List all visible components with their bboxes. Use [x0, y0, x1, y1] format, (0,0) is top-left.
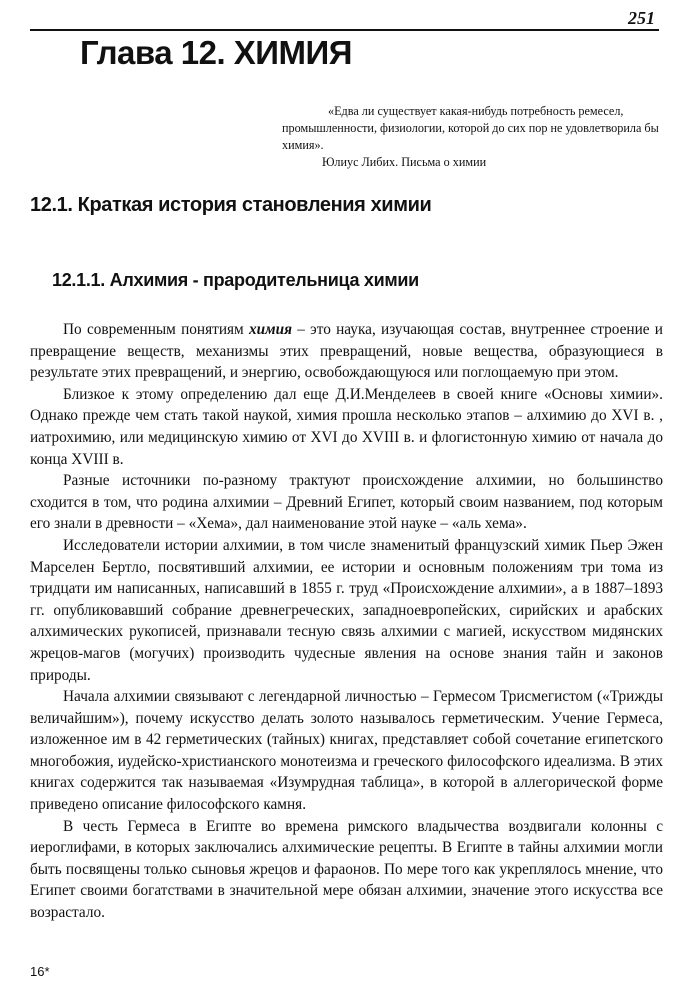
paragraph-1-start: По современным понятиям: [63, 321, 249, 338]
epigraph-quote: «Едва ли существует какая-нибудь потребность ремесел, промышленности, физиологии, которой до сих пор не удовлетворила бы химия».: [282, 104, 659, 152]
section-title: 12.1. Краткая история становления химии: [30, 194, 432, 216]
printer-signature: 16*: [30, 964, 50, 979]
epigraph-attribution: Юлиус Либих. Письма о химии: [322, 155, 487, 169]
paragraph-3: Разные источники по-разному трактуют происхождение алхимии, но большинство сходится в том, что родина алхимии – Древний Египет, который своим названием, под которым его знали в древности – «Хема», дал наименование этой науке – «аль хема».: [30, 472, 663, 533]
paragraph-2: Близкое к этому определению дал еще Д.И.Менделеев в своей книге «Основы химии». Однако прежде чем стать такой наукой, химия прошла несколько этапов – алхимию до XVI в. , иатрохимию, или медицинскую химию от XVI до XVIII в. и флогистонную химию от начала до конца XVIII в.: [30, 385, 663, 468]
paragraph-1-rest: – это наука, изучающая состав, внутреннее строение и превращение веществ, механизмы этих превращений, новые вещества, образующиеся в результате этих превращений, и энергию, освобождающуюся или поглощаемую при этом.: [30, 321, 663, 382]
page-number: 251: [628, 8, 655, 28]
body-text: [30, 319, 663, 924]
term-chemistry: химия: [248, 321, 293, 338]
header-rule: [30, 29, 659, 31]
chapter-title: Глава 12. ХИМИЯ: [80, 34, 352, 71]
paragraph-5: Начала алхимии связывают с легендарной личностью – Гермесом Трисмегистом («Трижды величайшим»), почему искусство делать золото называлось герметическим. Учение Гермеса, изложенное им в 42 герметических (тайных) книгах, представляет собой сочетание египетского многобожия, иудейско-христианского монотеизма и греческого философского идеализма. В этих книгах содержится так называемая «Изумрудная таблица», в которой в аллегорической форме приведено описание философского камня.: [30, 688, 663, 814]
epigraph: [282, 103, 662, 171]
subsection-title: 12.1.1. Алхимия - прародительница химии: [52, 270, 419, 290]
paragraph-6: В честь Гермеса в Египте во времена римского владычества воздвигали колонны с иероглифами, в которых заключались алхимические рецепты. В Египте в тайны алхимии могли быть посвящены только сыновья жрецов и фараонов. По мере того как укреплялось мнение, что Египет своими богатствами в значительной мере обязан алхимии, значение этого искусства все возрастало.: [30, 817, 663, 922]
paragraph-1: [30, 319, 663, 384]
paragraph-4: Исследователи истории алхимии, в том числе знаменитый французский химик Пьер Эжен Марселен Бертло, посвятивший алхимии, ее истории и основным положениям три тома из тридцати им написанных, написавший в 1855 г. труд «Происхождение алхимии», а в 1887–1893 гг. опубликовавший собрание древнегреческих, западноевропейских, сирийских и арабских алхимических рукописей, признавали тесную связь алхимии с магией, искусством мидянских жрецов-магов (могучих) производить чудесные явления на основе знания тайн и законов природы.: [30, 536, 663, 684]
